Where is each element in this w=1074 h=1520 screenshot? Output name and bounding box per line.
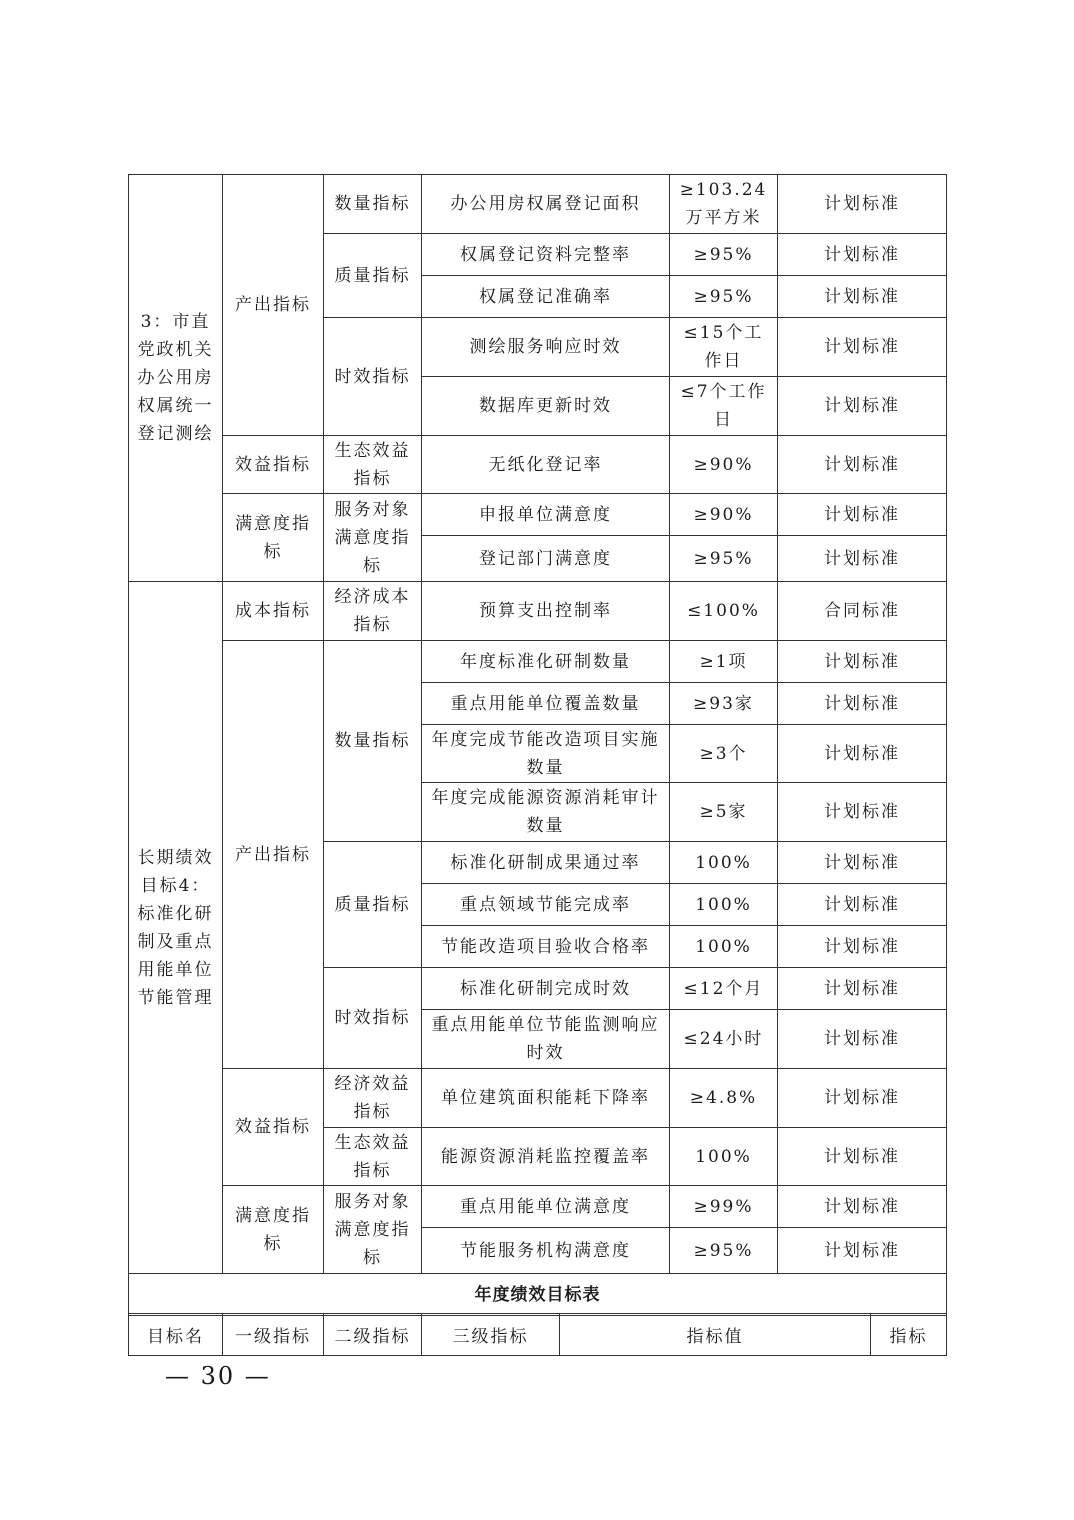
level3-indicator: 重点领域节能完成率	[422, 884, 670, 926]
level2-indicator: 经济成本指标	[324, 582, 422, 641]
level3-indicator: 节能改造项目验收合格率	[422, 926, 670, 968]
level3-indicator: 数据库更新时效	[422, 377, 670, 436]
indicator-value: ≥90%	[670, 494, 778, 536]
annual-table-header	[128, 1313, 947, 1356]
indicator-standard: 计划标准	[778, 536, 947, 582]
level2-indicator: 服务对象满意度指标	[324, 1186, 422, 1274]
indicator-standard: 计划标准	[778, 494, 947, 536]
indicator-standard: 计划标准	[778, 1010, 947, 1069]
level3-indicator: 年度完成节能改造项目实施数量	[422, 725, 670, 783]
indicator-value: ≥95%	[670, 536, 778, 582]
level2-indicator: 生态效益指标	[324, 1128, 422, 1186]
level2-indicator: 质量指标	[324, 234, 422, 318]
indicator-standard: 计划标准	[778, 318, 947, 377]
header-level3: 三级指标	[422, 1314, 560, 1356]
goal-name-cell: 3：市直党政机关办公用房权属统一登记测绘	[129, 175, 223, 582]
level3-indicator: 能源资源消耗监控覆盖率	[422, 1128, 670, 1186]
indicator-value: 100%	[670, 842, 778, 884]
indicator-value: ≤15个工作日	[670, 318, 778, 377]
indicator-standard: 计划标准	[778, 926, 947, 968]
header-level1: 一级指标	[223, 1314, 324, 1356]
level1-indicator: 成本指标	[223, 582, 324, 641]
indicator-standard: 计划标准	[778, 1228, 947, 1274]
header-goal-name: 目标名	[129, 1314, 223, 1356]
indicator-standard: 计划标准	[778, 234, 947, 276]
level3-indicator: 重点用能单位满意度	[422, 1186, 670, 1228]
indicator-standard: 计划标准	[778, 436, 947, 494]
level2-indicator: 数量指标	[324, 175, 422, 234]
indicator-standard: 计划标准	[778, 683, 947, 725]
level3-indicator: 年度完成能源资源消耗审计数量	[422, 783, 670, 842]
indicator-value: ≥93家	[670, 683, 778, 725]
level3-indicator: 重点用能单位覆盖数量	[422, 683, 670, 725]
performance-indicator-table	[128, 174, 947, 1316]
level2-indicator: 时效指标	[324, 318, 422, 436]
indicator-value: ≥95%	[670, 1228, 778, 1274]
indicator-standard: 计划标准	[778, 1128, 947, 1186]
indicator-value: ≥4.8%	[670, 1069, 778, 1128]
header-value: 指标值	[560, 1314, 871, 1356]
indicator-standard: 计划标准	[778, 1186, 947, 1228]
level2-indicator: 经济效益指标	[324, 1069, 422, 1128]
indicator-value: ≤100%	[670, 582, 778, 641]
level3-indicator: 标准化研制完成时效	[422, 968, 670, 1010]
indicator-standard: 计划标准	[778, 884, 947, 926]
indicator-value: ≤7个工作日	[670, 377, 778, 436]
level1-indicator: 效益指标	[223, 436, 324, 494]
indicator-standard: 计划标准	[778, 175, 947, 234]
header-level2: 二级指标	[324, 1314, 422, 1356]
level2-indicator: 服务对象满意度指标	[324, 494, 422, 582]
indicator-standard: 计划标准	[778, 641, 947, 683]
indicator-standard: 计划标准	[778, 725, 947, 783]
indicator-standard: 计划标准	[778, 783, 947, 842]
indicator-value: ≥3个	[670, 725, 778, 783]
level1-indicator: 满意度指标	[223, 1186, 324, 1274]
header-indicator: 指标	[871, 1314, 947, 1356]
indicator-value: ≥103.24万平方米	[670, 175, 778, 234]
indicator-value: 100%	[670, 884, 778, 926]
level2-indicator: 时效指标	[324, 968, 422, 1069]
level3-indicator: 权属登记资料完整率	[422, 234, 670, 276]
level1-indicator: 满意度指标	[223, 494, 324, 582]
level1-indicator: 效益指标	[223, 1069, 324, 1186]
page-number: — 30 —	[165, 1362, 271, 1390]
annual-table-title: 年度绩效目标表	[129, 1274, 947, 1316]
indicator-value: ≥95%	[670, 234, 778, 276]
level3-indicator: 办公用房权属登记面积	[422, 175, 670, 234]
level2-indicator: 数量指标	[324, 641, 422, 842]
indicator-standard: 计划标准	[778, 842, 947, 884]
level3-indicator: 重点用能单位节能监测响应时效	[422, 1010, 670, 1069]
indicator-standard: 合同标准	[778, 582, 947, 641]
goal-name-cell: 长期绩效目标4：标准化研制及重点用能单位节能管理	[129, 582, 223, 1274]
level3-indicator: 申报单位满意度	[422, 494, 670, 536]
indicator-standard: 计划标准	[778, 1069, 947, 1128]
indicator-value: ≥1项	[670, 641, 778, 683]
indicator-standard: 计划标准	[778, 276, 947, 318]
level3-indicator: 单位建筑面积能耗下降率	[422, 1069, 670, 1128]
indicator-value: 100%	[670, 926, 778, 968]
indicator-standard: 计划标准	[778, 377, 947, 436]
level1-indicator: 产出指标	[223, 175, 324, 436]
level2-indicator: 质量指标	[324, 842, 422, 968]
level1-indicator: 产出指标	[223, 641, 324, 1069]
indicator-value: ≥90%	[670, 436, 778, 494]
indicator-value: ≥95%	[670, 276, 778, 318]
level3-indicator: 预算支出控制率	[422, 582, 670, 641]
level3-indicator: 权属登记准确率	[422, 276, 670, 318]
level2-indicator: 生态效益指标	[324, 436, 422, 494]
level3-indicator: 登记部门满意度	[422, 536, 670, 582]
level3-indicator: 无纸化登记率	[422, 436, 670, 494]
level3-indicator: 年度标准化研制数量	[422, 641, 670, 683]
indicator-value: 100%	[670, 1128, 778, 1186]
indicator-value: ≤24小时	[670, 1010, 778, 1069]
level3-indicator: 测绘服务响应时效	[422, 318, 670, 377]
indicator-value: ≥99%	[670, 1186, 778, 1228]
indicator-value: ≤12个月	[670, 968, 778, 1010]
indicator-standard: 计划标准	[778, 968, 947, 1010]
indicator-value: ≥5家	[670, 783, 778, 842]
level3-indicator: 节能服务机构满意度	[422, 1228, 670, 1274]
level3-indicator: 标准化研制成果通过率	[422, 842, 670, 884]
